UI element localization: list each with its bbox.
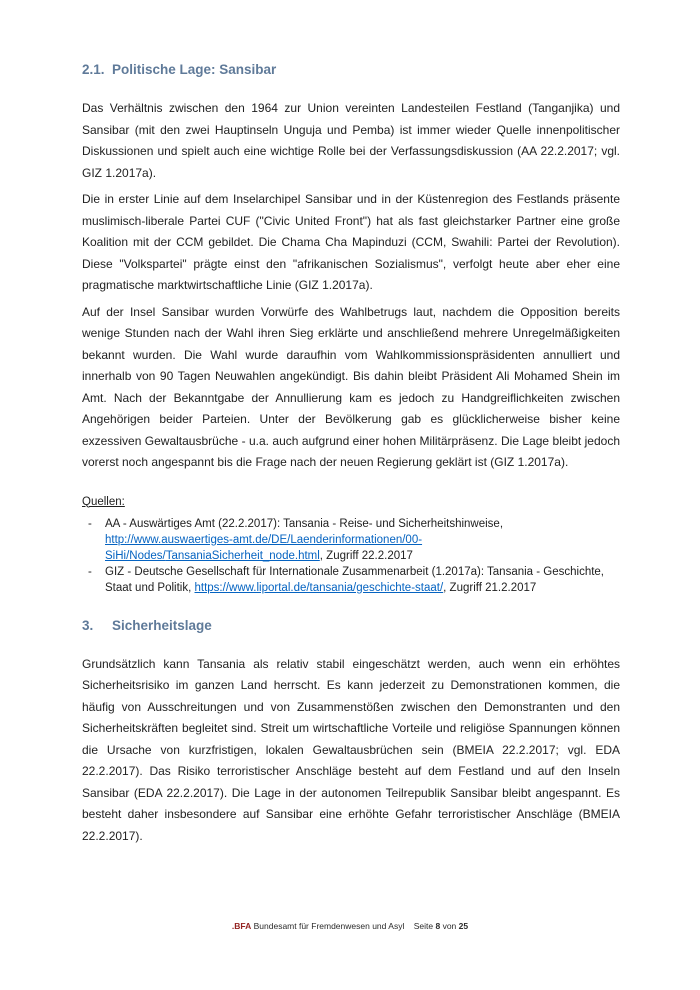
paragraph-partei-cuf-ccm: Die in erster Linie auf dem Inselarchipel Sansibar und in der Küstenregion des Festlands präsente muslimisch-liberale Partei CUF ("Civic United Front") hat als fast gleichstarker Partner eine große Koalition mit der CCM gebildet. Die Chama Cha Mapinduzi (CCM, Swahili: Partei der Revolution). Diese "Volkspartei" prägte einst den "afrikanischen Sozialismus", verfolgt heute aber eher eine pragmatische marktwirtschaftliche Linie (GIZ 1.2017a). (82, 192, 620, 292)
source-access-date: , Zugriff 22.2.2017 (319, 549, 413, 562)
source-text-giz (105, 564, 620, 596)
footer-page-total: 25 (458, 921, 469, 931)
source-link-liportal[interactable]: https://www.liportal.de/tansania/geschichte-staat/ (194, 581, 444, 594)
source-item-giz (82, 564, 620, 596)
source-item-aa (82, 516, 620, 564)
page-footer (0, 920, 700, 932)
sources-label: Quellen: (82, 495, 125, 508)
footer-page-number: 8 (435, 921, 441, 931)
source-link-auswaertiges-amt-continued[interactable]: TansaniaSicherheit_node.html (165, 549, 320, 562)
source-access-date: , Zugriff 21.2.2017 (443, 581, 537, 594)
source-link-auswaertiges-amt[interactable]: http://www.auswaertiges-amt.de/DE/Laenderinformationen/00-SiHi/Nodes/ (105, 533, 423, 562)
sources-section (82, 494, 620, 596)
bfa-logo: .BFA (231, 921, 252, 931)
section-number: 3. (82, 617, 94, 633)
source-citation-text: GIZ - Deutsche Gesellschaft für Internationale Zusammenarbeit (1.2017a): Tansania - Geschichte, Staat und Politik, (105, 565, 605, 594)
section-heading-sicherheitslage (82, 618, 620, 634)
list-bullet: - (88, 565, 92, 578)
footer-of-label: von (442, 921, 457, 931)
footer-agency-name: Bundesamt für Fremdenwesen und Asyl (253, 921, 405, 931)
footer-page-label: Seite (413, 921, 434, 931)
source-text-aa (105, 516, 620, 564)
paragraph-union-verhaeltnis: Das Verhältnis zwischen den 1964 zur Union vereinten Landesteilen Festland (Tanganjika) und Sansibar (mit den zwei Hauptinseln Unguja und Pemba) ist immer wieder Quelle innenpolitischer Diskussionen und spielt auch eine wichtige Rolle bei der Verfassungsdiskussion (AA 22.2.2017; vgl. GIZ 1.2017a). (82, 101, 620, 180)
paragraph-wahlbetrug-sansibar: Auf der Insel Sansibar wurden Vorwürfe des Wahlbetrugs laut, nachdem die Opposition bereits wenige Stunden nach der Wahl ihren Sieg erklärte und anschließend mehrere Unregelmäßigkeiten bekannt wurden. Die Wahl wurde daraufhin vom Wahlkommissionspräsidenten annulliert und innerhalb von 90 Tagen Neuwahlen angekündigt. Bis dahin bleibt Präsident Ali Mohamed Shein im Amt. Nach der Bekanntgabe der Annullierung kam es jedoch zu Handgreiflichkeiten zwischen Angehörigen beider Parteien. Unter der Bevölkerung gab es glücklicherweise bisher keine exzessiven Gewaltausbrüche - u.a. auch aufgrund einer hohen Militärpräsenz. Die Lage bleibt jedoch vorerst noch angespannt bis die Frage nach der neuen Regierung geklärt ist (GIZ 1.2017a). (82, 304, 620, 469)
list-bullet: - (88, 517, 92, 530)
source-citation-text: AA - Auswärtiges Amt (22.2.2017): Tansania - Reise- und Sicherheitshinweise, (105, 517, 504, 530)
paragraph-sicherheitslage: Grundsätzlich kann Tansania als relativ stabil eingeschätzt werden, auch wenn ein erhöhtes Sicherheitsrisiko im ganzen Land herrscht. Es kann jederzeit zu Demonstrationen kommen, die häufig von Ausschreitungen und von Zusammenstößen zwischen den Demonstranten und den Sicherheitskräften begleitet sind. Streit um wirtschaftliche Vorteile und religiöse Spannungen können die Ursache von kurzfristigen, lokalen Gewaltausbrüchen sein (BMEIA 22.2.2017; vgl. EDA 22.2.2017). Das Risiko terroristischer Anschläge besteht auf dem Festland und auf den Inseln Sansibar (EDA 22.2.2017). Die Lage in der autonomen Teilrepublik Sansibar bleibt angespannt. Es besteht daher insbesondere auf Sansibar eine erhöhte Gefahr terroristischer Anschläge (BMEIA 22.2.2017). (82, 656, 620, 843)
section-heading-politische-lage-sansibar (82, 62, 620, 78)
section-title: Sicherheitslage (112, 617, 212, 633)
section-title: Politische Lage: Sansibar (112, 62, 277, 77)
section-number: 2.1. (82, 62, 105, 77)
